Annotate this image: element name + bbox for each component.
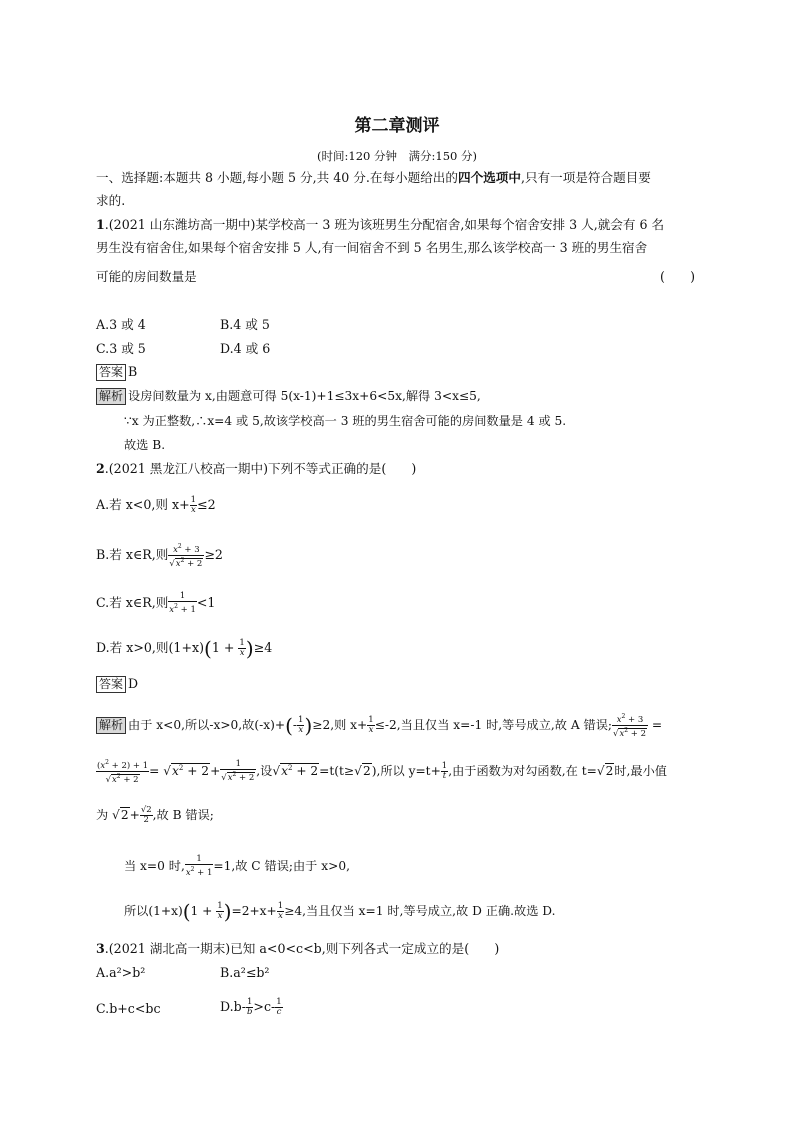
fraction: $\frac{1}{x}$ <box>217 901 223 921</box>
q1-option-c: C.3 或 5 <box>96 341 146 356</box>
fraction: $\frac{1}{b}$ <box>246 997 253 1017</box>
fraction: $\frac{1}{x}$ <box>239 638 245 658</box>
q2-stem: 2.(2021 黑龙江八校高一期中)下列不等式正确的是( ) <box>96 461 417 476</box>
fraction: $\frac{(x^2 + 2) + 1}{√x^2 + 2}$ <box>97 759 149 785</box>
q3-option-a: A.a²>b² <box>96 965 146 980</box>
q2-option-c: C.若 x∈R,则 $\frac{1}{x^2 + 1}$ <1 <box>96 591 216 615</box>
q2-answer: 答案 D <box>96 676 138 693</box>
fraction: $\frac{1}{√x^2 + 2}$ <box>221 758 255 783</box>
q1-option-b: B.4 或 5 <box>220 317 270 332</box>
q2-analysis-line1: 解析 由于 x<0,所以-x>0,故(-x)+(- $\frac{1}{x}$ )≥2,则 x+ $\frac{1}{x}$ ≤-2,当且仅当 x=-1 时,等号成立,故 A 错误; $\frac{x^2 + 3}{√x^2 + 2}$ = <box>96 712 662 739</box>
q1-option-a: A.3 或 4 <box>96 317 146 332</box>
fraction: $\frac{x^2 + 3}{√x^2 + 2}$ <box>169 543 203 569</box>
q2-option-b: B.若 x∈R,则 $\frac{x^2 + 3}{√x^2 + 2}$ ≥2 <box>96 543 223 569</box>
q1-stem-line3: 可能的房间数量是 <box>96 269 197 284</box>
fraction: $\frac{1}{x^2 + 1}$ <box>185 854 213 878</box>
q1-answer: 答案 B <box>96 364 137 381</box>
q2-analysis-line2: $\frac{(x^2 + 2) + 1}{√x^2 + 2}$ = $√x^2 + 2+$ $\frac{1}{√x^2 + 2}$ ,设$√x^2 + 2=t(t\ge√2)$,所以 y=t+ $\frac{1}{t}$ ,由于函数为对勾函数,在 t=√2时,最小值 <box>97 758 667 785</box>
q2-option-d: D.若 x>0,则(1+x)(1 + $\frac{1}{x}$ )≥4 <box>96 636 273 661</box>
q1-analysis-line2: ∵x 为正整数,∴x=4 或 5,故该学校高一 3 班的男生宿舍可能的房间数量是 4 或 5. <box>124 414 567 428</box>
q1-analysis-line1: 解析 设房间数量为 x,由题意可得 5(x-1)+1≤3x+6<5x,解得 3<x≤5, <box>96 388 481 405</box>
q2-option-a: A.若 x<0,则 x+ $\frac{1}{x}$ ≤2 <box>96 495 216 515</box>
section-heading-line2: 求的. <box>96 193 126 208</box>
fraction: $\frac{1}{t}$ <box>441 760 448 781</box>
q3-option-d: D.b- $\frac{1}{b}$ >c- $\frac{1}{c}$ <box>220 997 282 1017</box>
fraction: $\frac{1}{x}$ <box>368 714 374 735</box>
q1-option-d: D.4 或 6 <box>220 341 271 356</box>
q3-option-c: C.b+c<bc <box>96 1001 161 1016</box>
analysis-label: 解析 <box>96 388 126 405</box>
q1-analysis-line3: 故选 B. <box>124 438 166 452</box>
answer-label: 答案 <box>96 676 126 693</box>
fraction: $\frac{1}{x}$ <box>298 714 304 735</box>
fraction: $\frac{x^2 + 3}{√x^2 + 2}$ <box>613 713 646 739</box>
fraction: $\frac{1}{c}$ <box>276 997 282 1017</box>
q3-stem: 3.(2021 湖北高一期末)已知 a<0<c<b,则下列各式一定成立的是( ) <box>96 941 500 956</box>
q1-stem-line2: 男生没有宿舍住,如果每个宿舍安排 5 人,有一间宿舍不到 5 名男生,那么该学校高一 3 班的男生宿舍 <box>96 240 648 255</box>
fraction: $\frac{1}{x}$ <box>277 901 284 921</box>
exam-time-score: (时间:120 分钟 满分:150 分) <box>317 149 477 163</box>
section-heading: 一、选择题:本题共 8 小题,每小题 5 分,共 40 分.在每小题给出的四个选项中,只有一项是符合题目要 <box>96 170 651 185</box>
q2-analysis-line4: 当 x=0 时, $\frac{1}{x^2 + 1}$ =1,故 C 错误;由于 x>0, <box>124 854 350 878</box>
page-title: 第二章测评 <box>354 116 440 136</box>
fraction: $\frac{√2}{2}$ <box>140 805 152 825</box>
answer-label: 答案 <box>96 364 126 381</box>
q1-stem-line1: 1.(2021 山东潍坊高一期中)某学校高一 3 班为该班男生分配宿舍,如果每个宿舍安排 3 人,就会有 6 名 <box>96 217 665 232</box>
analysis-label: 解析 <box>96 717 126 734</box>
q2-analysis-line3: 为 √2+ $\frac{√2}{2}$ ,故 B 错误; <box>96 805 214 825</box>
fraction: $\frac{1}{x^2 + 1}$ <box>169 591 196 615</box>
fraction: $\frac{1}{x}$ <box>190 495 197 515</box>
q1-answer-blank: ( ) <box>660 269 696 284</box>
q3-option-b: B.a²≤b² <box>220 965 270 980</box>
q2-analysis-line5: 所以(1+x)(1 + $\frac{1}{x}$ )=2+x+ $\frac{1}{x}$ ≥4,当且仅当 x=1 时,等号成立,故 D 正确.故选 D. <box>124 899 556 924</box>
